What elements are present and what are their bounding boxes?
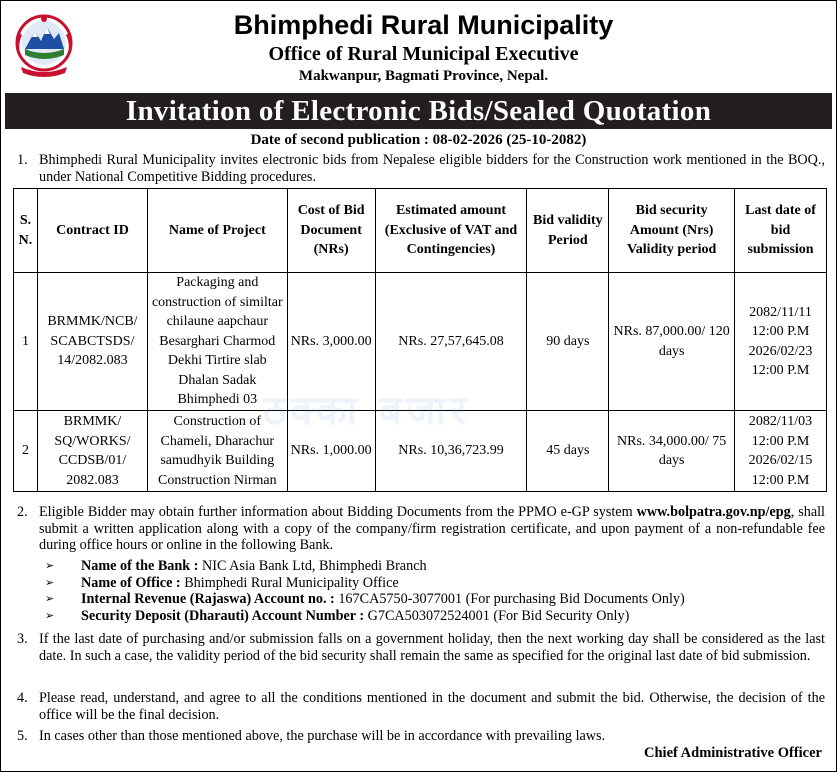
cell-contract-id: BRMMK/ SQ/WORKS/ CCDSB/01/ 2082.083 (37, 411, 147, 492)
arrow-bullet-icon: ➢ (45, 592, 55, 605)
office-address: Makwanpur, Bagmati Province, Nepal. (298, 68, 549, 84)
header-bid-security: Bid security Amount (Nrs) Validity period (609, 189, 735, 273)
clause-3-text: If the last date of purchasing and/or submission falls on a government holiday, then the next working day shall be considered as the last date. In such a case, the validity period of the bid security shall remain the same as specified for the original last date of bid submission. (39, 631, 825, 664)
clause-1-text: Bhimphedi Rural Municipality invites electronic bids from Nepalese eligible bidders for the Construction work mentioned in the BOQ., under National Competitive Bidding procedures. (39, 152, 825, 185)
cell-bid-security: NRs. 34,000.00/ 75 days (609, 411, 735, 492)
list-item: ➢ Security Deposit (Dharauti) Account Number : G7CA503072524001 (For Bid Security Only) (45, 607, 630, 624)
arrow-bullet-icon: ➢ (45, 559, 55, 572)
list-item: ➢ Name of the Bank : NIC Asia Bank Ltd, Bhimphedi Branch (45, 558, 427, 574)
bids-table (13, 188, 827, 492)
header (1, 1, 836, 90)
cell-document-cost: NRs. 1,000.00 (287, 411, 375, 492)
arrow-bullet-icon: ➢ (45, 608, 55, 622)
last-date-bs: 2082/11/11 (749, 304, 812, 320)
notice-banner: Invitation of Electronic Bids/Sealed Quotation (5, 93, 832, 129)
municipality-title: Bhimphedi Rural Municipality (233, 10, 614, 40)
last-time-ad: 12:00 P.M (751, 363, 810, 378)
watermark: ठक्का बजार (263, 388, 471, 434)
last-date-ad: 2026/02/23 (748, 343, 813, 359)
clause-2-part-a: Eligible Bidder may obtain further information about Bidding Documents from the PPMO e-GP system (39, 504, 637, 520)
header-bid-validity: Bid validity Period (527, 189, 609, 273)
header-last-date: Last date of bid submission (735, 189, 827, 273)
clause-number-2: 2. (17, 504, 28, 520)
clause-5-text: In cases other than those mentioned above, the purchase will be in accordance with prevailing laws. (39, 728, 606, 744)
clause-number-4: 4. (17, 690, 28, 706)
office-subtitle: Office of Rural Municipal Executive (268, 43, 579, 65)
clause-2-part-b: , shall submit a written application along with a copy of the company/firm registration certificate, and upon payment of a non-refundable fee during office hours or online in the following Bank. (39, 504, 825, 553)
cell-bid-validity: 90 days (527, 273, 609, 411)
publication-date: Date of second publication : 08-02-2026 (25-10-2082) (250, 132, 587, 148)
cell-estimated-amount: NRs. 27,57,645.08 (375, 273, 527, 411)
header-document-cost: Cost of Bid Document (NRs) (287, 189, 375, 273)
last-time-bs: 12:00 P.M (751, 433, 810, 449)
table-header-row (14, 189, 827, 273)
cell-last-date (735, 411, 827, 492)
cell-last-date (735, 273, 827, 411)
header-estimated-amount: Estimated amount (Exclusive of VAT and Contingencies) (375, 189, 527, 273)
cell-bid-security: NRs. 87,000.00/ 120 days (609, 273, 735, 411)
clause-number-3: 3. (17, 631, 28, 647)
cell-estimated-amount: NRs. 10,36,723.99 (375, 411, 527, 492)
table-row (14, 273, 827, 411)
clause-number-5: 5. (17, 728, 28, 744)
clause-4-text: Please read, understand, and agree to all the conditions mentioned in the document and submit the bid. Otherwise, the decision of the office will be the final decision. (39, 690, 825, 723)
last-date-bs: 2082/11/03 (748, 414, 813, 429)
signatory-title: Chief Administrative Officer (644, 745, 822, 761)
arrow-bullet-icon: ➢ (45, 575, 55, 589)
cell-document-cost: NRs. 3,000.00 (287, 273, 375, 411)
egp-link[interactable]: www.bolpatra.gov.np/epg (636, 504, 791, 520)
clause-2-text (39, 504, 825, 554)
cell-contract-id: BRMMK/NCB/ SCABCTSDS/ 14/2082.083 (37, 273, 147, 411)
header-project-name: Name of Project (147, 189, 287, 273)
last-time-bs: 12:00 P.M (751, 324, 810, 339)
last-date-ad: 2026/02/15 (748, 453, 813, 468)
bank-details-list (45, 558, 685, 624)
list-item: ➢ Name of Office : Bhimphedi Rural Municipality Office (45, 574, 399, 591)
cell-project-name: Construction of Chameli, Dharachur samudhyik Building Construction Nirman (147, 411, 287, 492)
list-item: ➢ Internal Revenue (Rajaswa) Account no. : 167CA5750-3077001 (For purchasing Bid Documents Only) (45, 591, 685, 607)
header-contract-id: Contract ID (37, 189, 147, 273)
last-time-ad: 12:00 P.M (751, 472, 810, 488)
table-row (14, 411, 827, 492)
cell-sn: 1 (14, 273, 38, 411)
header-sn: S. N. (14, 189, 38, 273)
cell-project-name: Packaging and construction of similtar chilaune aapchaur Besarghari Charmod Dekhi Tirtire slab Dhalan Sadak Bhimphedi 03 (147, 273, 287, 411)
clause-number-1: 1. (17, 152, 28, 168)
cell-bid-validity: 45 days (527, 411, 609, 492)
cell-sn: 2 (14, 411, 38, 492)
